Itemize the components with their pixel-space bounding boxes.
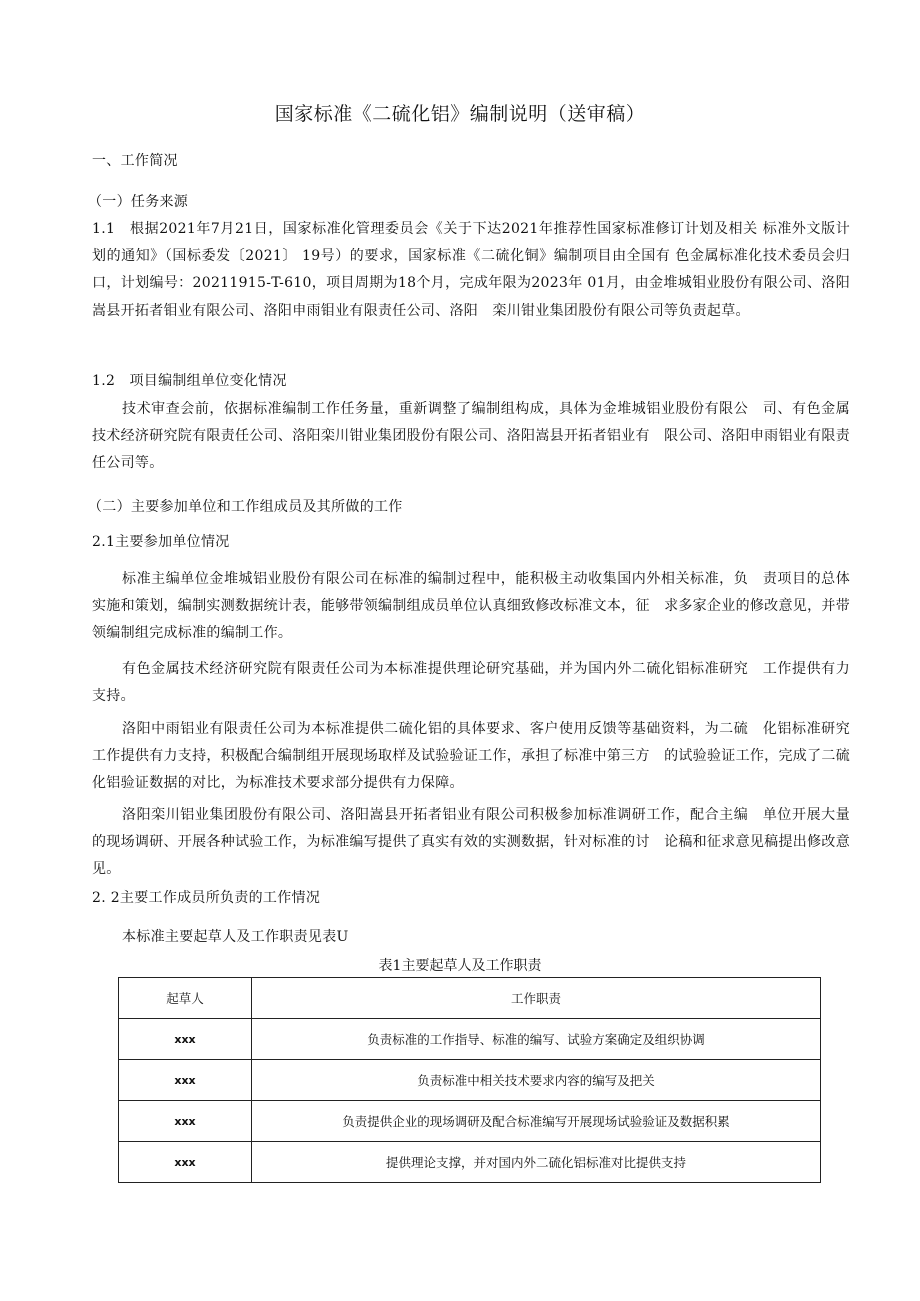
table-row bbox=[119, 1019, 821, 1060]
heading-1-2: 1.2 项目编制组单位变化情况 bbox=[92, 373, 287, 389]
paragraph-2-1c: 洛阳中雨铝业有限责任公司为本标准提供二硫化铝的具体要求、客户使用反馈等基础资料，为二硫 化铝标准研究工作提供有力支持，积极配合编制组开展现场取样及试验验证工作，承担了标准中第三方 的试验验证工作，完成了二硫化铝验证数据的对比，为标准技术要求部分提供有力保障。 bbox=[92, 721, 850, 792]
section-heading: 一、工作简况 bbox=[92, 153, 178, 169]
paragraph-2-1a: 标准主编单位金堆城铝业股份有限公司在标准的编制过程中，能积极主动收集国内外相关标准，负 责项目的总体实施和策划，编制实测数据统计表，能够带领编制组成员单位认真细致修改标准文本，征 求多家企业的修改意见，并带领编制组完成标准的编制工作。 bbox=[92, 571, 850, 642]
drafter-name: xxx bbox=[119, 1142, 252, 1183]
drafter-name: xxx bbox=[119, 1019, 252, 1060]
heading-2-1: 2.1主要参加单位情况 bbox=[92, 534, 230, 550]
header-duty: 工作职责 bbox=[252, 978, 821, 1019]
drafter-duty: 提供理论支撑，并对国内外二硫化铝标准对比提供支持 bbox=[252, 1142, 821, 1183]
paragraph-1-2: 技术审查会前，依据标准编制工作任务量，重新调整了编制组构成，具体为金堆城铝业股份有限公 司、有色金属技术经济研究院有限责任公司、洛阳栾川钳业集团股份有限公司、洛阳嵩县开拓者铝业有 限公司、洛阳申雨铝业有限责任公司等。 bbox=[92, 401, 850, 472]
drafter-name: xxx bbox=[119, 1101, 252, 1142]
header-drafter: 起草人 bbox=[119, 978, 252, 1019]
table-row bbox=[119, 1142, 821, 1183]
paragraph-2-1b: 有色金属技术经济研究院有限责任公司为本标准提供理论研究基础，并为国内外二硫化铝标准研究 工作提供有力支持。 bbox=[92, 661, 850, 705]
table-caption: 表1主要起草人及工作职责 bbox=[378, 958, 542, 974]
paragraph-2-1d: 洛阳栾川铝业集团股份有限公司、洛阳嵩县开拓者铝业有限公司积极参加标准调研工作，配合主编 单位开展大量的现场调研、开展各种试验工作，为标准编写提供了真实有效的实测数据，针对标准的讨 论稿和征求意见稿提出修改意见。 bbox=[92, 807, 850, 878]
drafter-duty: 负责标准中相关技术要求内容的编写及把关 bbox=[252, 1060, 821, 1101]
drafter-duty: 负责提供企业的现场调研及配合标准编写开展现场试验验证及数据积累 bbox=[252, 1101, 821, 1142]
subsection-heading-2: （二）主要参加单位和工作组成员及其所做的工作 bbox=[88, 499, 403, 515]
drafter-duty: 负责标准的工作指导、标准的编写、试验方案确定及组织协调 bbox=[252, 1019, 821, 1060]
table-intro: 本标准主要起草人及工作职责见表U bbox=[122, 929, 349, 945]
drafter-name: xxx bbox=[119, 1060, 252, 1101]
table-row bbox=[119, 1101, 821, 1142]
paragraph-1-1: 1.1 根据2021年7月21日，国家标准化管理委员会《关于下达2021年推荐性国家标准修订计划及相关 标准外文版计划的通知》（国标委发〔2021〕 19号）的要求，国家标准《二硫化铜》编制项目由全国有 色金属标准化技术委员会归口，计划编号：20211915-T-610，项目周期为18个月，完成年限为2023年 01月，由金堆城钼业股份有限公司、洛阳嵩县开拓者钼业有限公司、洛阳申雨钼业有限责任公司、洛阳 栾川钳业集团股份有限公司等负责起草。 bbox=[92, 221, 850, 319]
drafters-table bbox=[118, 977, 821, 1183]
subsection-heading: （一）任务来源 bbox=[88, 194, 189, 210]
document-title: 国家标准《二硫化铝》编制说明（送审稿） bbox=[274, 103, 646, 125]
heading-2-2: 2. 2主要工作成员所负责的工作情况 bbox=[92, 890, 321, 906]
table-row bbox=[119, 1060, 821, 1101]
table-header-row bbox=[119, 978, 821, 1019]
